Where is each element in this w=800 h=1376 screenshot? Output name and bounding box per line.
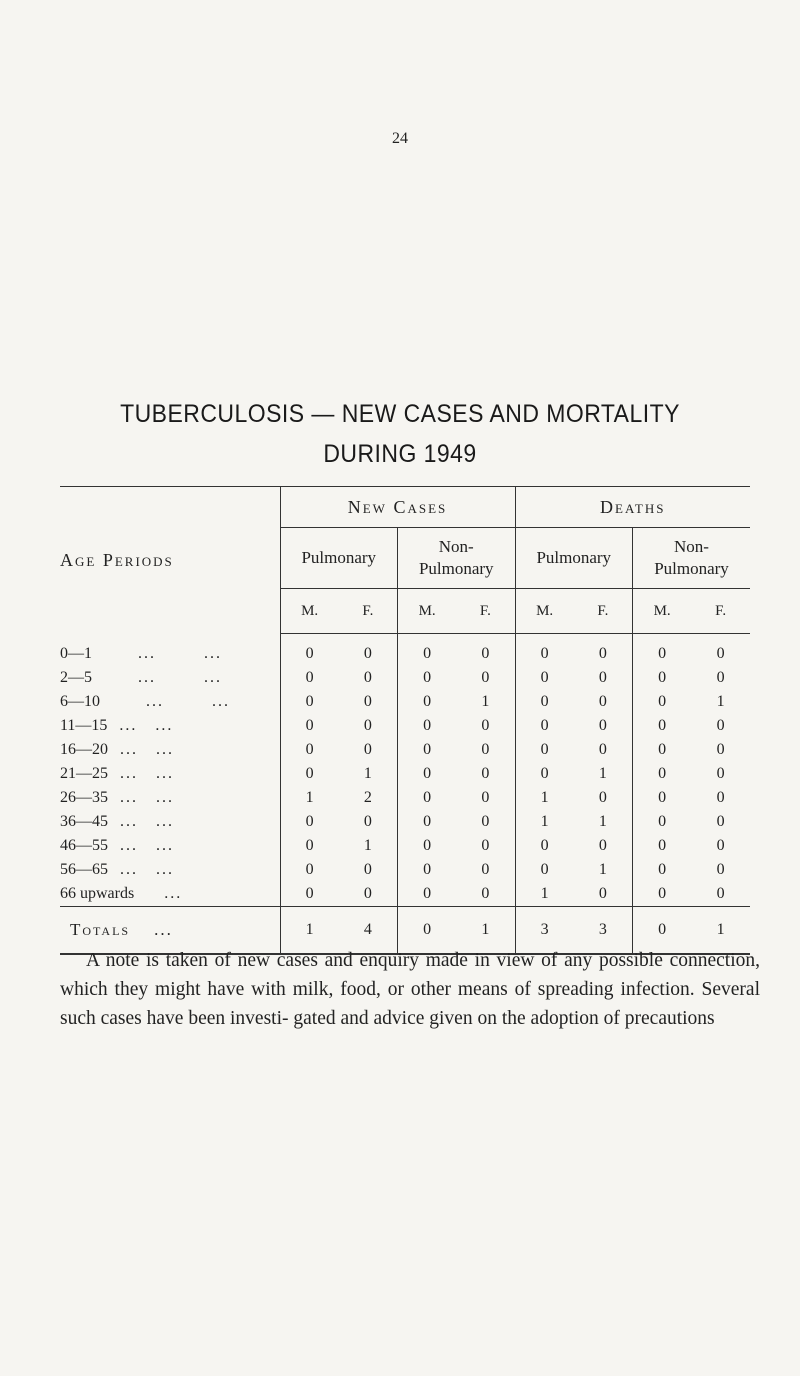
- table-cell: 0: [398, 858, 457, 882]
- dot-leader: ... ...: [138, 669, 222, 686]
- table-cell: 0: [515, 714, 574, 738]
- totals-cell: 3: [515, 907, 574, 955]
- table-row: [60, 834, 750, 858]
- table-cell: 2: [363, 789, 372, 806]
- dot-leader: ... ...: [146, 693, 230, 710]
- table-cell: 1: [598, 813, 607, 830]
- table-cell: 0: [398, 738, 457, 762]
- age-period-label: 21—25: [60, 765, 108, 782]
- table-cell: 0: [633, 810, 692, 834]
- age-period-label: 16—20: [60, 741, 108, 758]
- table-cell: 0: [280, 882, 339, 907]
- table-cell: 0: [363, 861, 372, 878]
- table-row: [60, 762, 750, 786]
- age-period-cell: [60, 762, 280, 786]
- table-cell: 0: [481, 789, 490, 806]
- table-cell: 0: [280, 690, 339, 714]
- table-cell: 0: [280, 634, 339, 667]
- age-period-cell: [60, 634, 280, 667]
- table-cell: 0: [481, 717, 490, 734]
- table-cell: 1: [515, 810, 574, 834]
- sex-label-m: M.: [398, 589, 457, 634]
- deaths-pulmonary-header: Pulmonary: [515, 528, 633, 589]
- age-period-label: 36—45: [60, 813, 108, 830]
- age-period-label: 56—65: [60, 861, 108, 878]
- table-cell: 0: [633, 882, 692, 907]
- table-row: [60, 786, 750, 810]
- table-cell: 0: [598, 717, 607, 734]
- table-cell: 0: [280, 738, 339, 762]
- age-period-cell: [60, 666, 280, 690]
- table-cell: 0: [633, 834, 692, 858]
- new-pulmonary-header: Pulmonary: [280, 528, 398, 589]
- tuberculosis-table: [60, 486, 750, 955]
- table-cell: 1: [280, 786, 339, 810]
- totals-cell: 0: [633, 907, 692, 955]
- table-cell: 1: [363, 765, 372, 782]
- table-cell: 1: [598, 765, 607, 782]
- table-cell: 0: [481, 885, 490, 902]
- age-period-cell: [60, 714, 280, 738]
- table-cell: 0: [363, 645, 372, 662]
- dot-leader: ... ...: [120, 837, 174, 854]
- dot-leader: ... ...: [120, 861, 174, 878]
- page-title: TUBERCULOSIS — NEW CASES AND MORTALITY: [120, 400, 680, 428]
- table-cell: 0: [598, 645, 607, 662]
- table-cell: 0: [598, 693, 607, 710]
- dot-leader: ... ...: [120, 789, 174, 806]
- deaths-non-pulmonary-header: Non- Pulmonary: [633, 528, 751, 589]
- age-period-cell: [60, 690, 280, 714]
- table-cell: 0: [481, 813, 490, 830]
- table-cell: 0: [515, 634, 574, 667]
- totals-cell: 4: [339, 907, 398, 955]
- table-row: [60, 810, 750, 834]
- deaths-header: Deaths: [515, 487, 750, 528]
- table-cell: 0: [515, 666, 574, 690]
- age-period-label: 2—5: [60, 669, 92, 686]
- table-cell: 0: [515, 690, 574, 714]
- table-cell: 0: [481, 645, 490, 662]
- age-period-cell: [60, 834, 280, 858]
- sex-label-f: F.: [339, 589, 398, 634]
- dot-leader: ... ...: [120, 765, 174, 782]
- age-period-label: 11—15: [60, 717, 108, 734]
- table-cell: 0: [598, 885, 607, 902]
- table-cell: 0: [515, 834, 574, 858]
- age-period-cell: [60, 858, 280, 882]
- sex-label-f: F.: [574, 589, 633, 634]
- table-row: [60, 690, 750, 714]
- page-number: 24: [392, 130, 408, 147]
- page-subtitle: DURING 1949: [323, 440, 477, 468]
- table-cell: 0: [398, 762, 457, 786]
- table-row: [60, 738, 750, 762]
- sex-label-f: F.: [691, 589, 750, 634]
- table-cell: 0: [280, 762, 339, 786]
- table-cell: 0: [716, 885, 725, 902]
- table-cell: 0: [481, 669, 490, 686]
- age-periods-header: Age Periods: [60, 549, 174, 570]
- age-period-cell: [60, 882, 280, 907]
- table-cell: 0: [398, 714, 457, 738]
- table-cell: 0: [398, 666, 457, 690]
- table-row: [60, 858, 750, 882]
- table-cell: 0: [716, 837, 725, 854]
- table-cell: 0: [633, 666, 692, 690]
- table-cell: 1: [481, 693, 490, 710]
- note-text: A note is taken of new cases and enquiry made in view of any possible connection, which they might have with milk, food, or other means of spreading infection. Several such cases have been investi- gated and advice given on the adoption of precautions: [60, 950, 760, 1029]
- table-cell: 0: [633, 786, 692, 810]
- dot-leader: ...: [154, 920, 173, 939]
- table-cell: 0: [363, 813, 372, 830]
- table-cell: 0: [398, 690, 457, 714]
- table-cell: 1: [515, 786, 574, 810]
- table-cell: 1: [598, 861, 607, 878]
- table-cell: 0: [398, 634, 457, 667]
- totals-cell: 1: [691, 907, 750, 955]
- totals-cell: 1: [280, 907, 339, 955]
- table-cell: 0: [515, 738, 574, 762]
- table-cell: 0: [598, 789, 607, 806]
- table-cell: 0: [633, 738, 692, 762]
- sex-label-f: F.: [456, 589, 515, 634]
- age-period-label: 0—1: [60, 644, 92, 662]
- age-period-label: 66 upwards: [60, 885, 135, 902]
- table-cell: 0: [598, 741, 607, 758]
- table-cell: 0: [633, 714, 692, 738]
- table-row: [60, 666, 750, 690]
- dot-leader: ...: [164, 885, 183, 902]
- sex-label-m: M.: [515, 589, 574, 634]
- table-cell: 0: [363, 741, 372, 758]
- table-cell: 0: [716, 861, 725, 878]
- age-period-label: 26—35: [60, 789, 108, 806]
- table-cell: 0: [398, 786, 457, 810]
- new-cases-header: New Cases: [280, 487, 515, 528]
- table-cell: 0: [398, 810, 457, 834]
- table-cell: 0: [716, 645, 725, 662]
- dot-leader: ... ...: [120, 813, 174, 830]
- table-cell: 0: [363, 669, 372, 686]
- table-cell: 1: [716, 693, 725, 710]
- sex-label-m: M.: [633, 589, 692, 634]
- age-period-label: 6—10: [60, 693, 100, 710]
- table-cell: 0: [633, 762, 692, 786]
- table-row: [60, 634, 750, 667]
- totals-cell: 1: [456, 907, 515, 955]
- table-cell: 0: [515, 762, 574, 786]
- table-cell: 1: [363, 837, 372, 854]
- table-cell: 0: [363, 717, 372, 734]
- dot-leader: ... ...: [119, 717, 174, 734]
- age-period-cell: [60, 786, 280, 810]
- table-cell: 0: [716, 669, 725, 686]
- table-cell: 0: [280, 810, 339, 834]
- new-non-pulmonary-header: Non- Pulmonary: [398, 528, 516, 589]
- table-row: [60, 882, 750, 907]
- table-cell: 0: [481, 741, 490, 758]
- table-cell: 0: [481, 765, 490, 782]
- totals-cell: 0: [398, 907, 457, 955]
- table-cell: 0: [280, 666, 339, 690]
- table-cell: 0: [716, 765, 725, 782]
- table-cell: 0: [515, 858, 574, 882]
- table-cell: 0: [280, 834, 339, 858]
- table-cell: 1: [515, 882, 574, 907]
- totals-cell: 3: [574, 907, 633, 955]
- table-cell: 0: [716, 717, 725, 734]
- totals-label: Totals ...: [60, 907, 280, 955]
- dot-leader: ... ...: [120, 741, 174, 758]
- table-row: [60, 714, 750, 738]
- table-cell: 0: [598, 837, 607, 854]
- table-cell: 0: [398, 834, 457, 858]
- age-period-cell: [60, 738, 280, 762]
- table-cell: 0: [633, 690, 692, 714]
- table-cell: 0: [716, 741, 725, 758]
- table-cell: 0: [363, 885, 372, 902]
- table-cell: 0: [633, 634, 692, 667]
- age-period-label: 46—55: [60, 837, 108, 854]
- table-cell: 0: [398, 882, 457, 907]
- note-paragraph: [60, 946, 760, 1033]
- table-cell: 0: [280, 858, 339, 882]
- table-cell: 0: [363, 693, 372, 710]
- table-cell: 0: [280, 714, 339, 738]
- table-cell: 0: [481, 861, 490, 878]
- table-cell: 0: [716, 813, 725, 830]
- table-cell: 0: [716, 789, 725, 806]
- table-cell: 0: [481, 837, 490, 854]
- sex-label-m: M.: [280, 589, 339, 634]
- table-cell: 0: [598, 669, 607, 686]
- age-period-cell: [60, 810, 280, 834]
- dot-leader: ... ...: [138, 644, 222, 662]
- table-cell: 0: [633, 858, 692, 882]
